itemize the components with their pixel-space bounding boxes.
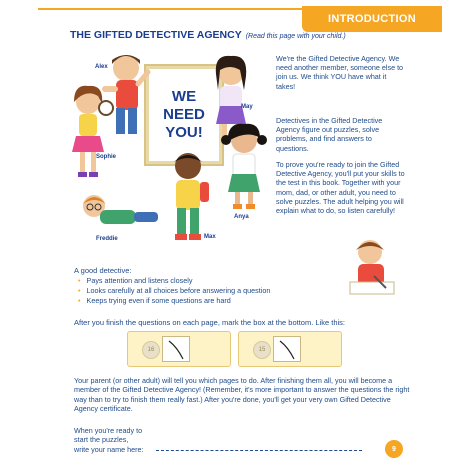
name-anya: Anya	[234, 214, 249, 220]
section-tab-label: INTRODUCTION	[328, 13, 416, 25]
intro-paragraph-2: Detectives in the Gifted Detective Agency figure out puzzles, solve problems, and find answers to questions.	[276, 116, 383, 153]
list-item-text: Keeps trying even if some questions are hard	[86, 296, 231, 305]
name-prompt-line: write your name here:	[74, 444, 144, 454]
page-number: 9	[385, 440, 403, 458]
name-prompt	[74, 426, 144, 454]
anya-figure	[220, 118, 268, 210]
writing-boy-figure	[346, 236, 398, 298]
sign-line-2: NEED	[163, 106, 205, 123]
title-subtitle: (Read this page with your child.)	[245, 33, 346, 40]
max-figure	[164, 148, 212, 244]
page-badge: 15	[253, 341, 271, 359]
check-icon	[274, 337, 300, 361]
list-item	[78, 286, 270, 296]
list-item	[78, 296, 270, 306]
name-prompt-line: start the puzzles,	[74, 435, 129, 445]
list-item-text: Looks carefully at all choices before answering a question	[86, 286, 271, 295]
list-item-text: Pays attention and listens closely	[86, 276, 193, 285]
sign-line-3: YOU!	[165, 124, 203, 141]
name-alex: Alex	[95, 64, 108, 70]
name-freddie: Freddie	[96, 236, 118, 242]
sign-line-1: WE	[171, 88, 197, 105]
good-detective-heading: A good detective:	[74, 266, 132, 275]
check-icon	[163, 337, 189, 361]
intro-paragraph-1: We're the Gifted Detective Agency. We need another member, someone else to join us. We think YOU have what it takes!	[276, 54, 404, 91]
sophie-figure	[66, 82, 116, 182]
checkmark-box	[273, 336, 301, 362]
name-sophie: Sophie	[96, 154, 117, 160]
freddie-figure	[78, 192, 162, 236]
name-prompt-line: When you're ready to	[74, 426, 143, 435]
page-badge: 16	[142, 341, 160, 359]
example-box	[127, 331, 231, 367]
good-detective-list	[78, 276, 270, 306]
header-rule	[38, 8, 304, 10]
title-text: THE GIFTED DETECTIVE AGENCY	[70, 29, 242, 41]
checkmark-box	[162, 336, 190, 362]
example-box	[238, 331, 342, 367]
list-item	[78, 276, 270, 286]
name-write-line[interactable]	[156, 450, 362, 451]
closing-paragraph: Your parent (or other adult) will tell you which pages to do. After finishing them all, you will become a member of the Gifted Detective Agency! (Remember, it's more important to answer the questions the right way than to try to finish them really fast.) After you're done, you'll get your very own Gifted Detective Agency certificate.	[74, 376, 410, 414]
instruction-text: After you finish the questions on each page, mark the box at the bottom. Like this:	[74, 318, 345, 327]
intro-paragraph-3: To prove you're ready to join the Gifted Detective Agency, you'll put your skills to the test in this book. Together with your mom, dad, or other adult, you need to solve puzzles. The adult helping you will explain what to do, so listen carefully!	[276, 160, 405, 216]
name-max: Max	[204, 234, 216, 240]
page-title	[70, 29, 346, 41]
name-may: May	[241, 104, 253, 110]
